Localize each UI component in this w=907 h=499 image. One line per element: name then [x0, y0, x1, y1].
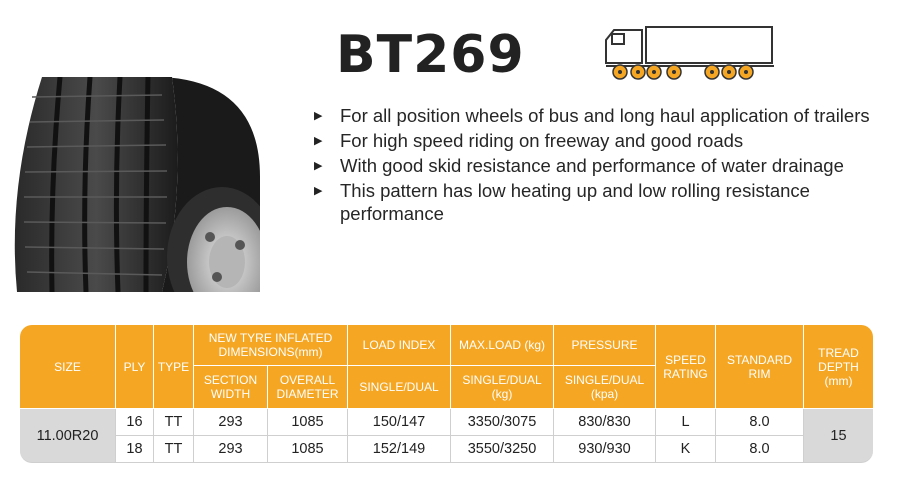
header-dimensions: NEW TYRE INFLATED DIMENSIONS(mm): [194, 325, 348, 366]
bullet-icon: ▶: [314, 110, 323, 122]
feature-list: [310, 104, 895, 227]
header-type: TYPE: [154, 325, 194, 409]
table-row: [20, 409, 873, 436]
header-size: SIZE: [20, 325, 116, 409]
feature-item: ▶ This pattern has low heating up and low rolling resistance performance: [314, 180, 810, 224]
bullet-icon: ▶: [314, 135, 323, 147]
header-max-load: MAX.LOAD (kg): [451, 325, 554, 366]
cell-rim: 8.0: [716, 436, 804, 463]
cell-load-index: 152/149: [348, 436, 451, 463]
cell-pressure: 930/930: [554, 436, 656, 463]
cell-type: TT: [154, 436, 194, 463]
bullet-icon: ▶: [314, 185, 323, 197]
feature-item: ▶ For all position wheels of bus and long haul application of trailers: [314, 105, 870, 126]
header-tread-depth: TREAD DEPTH (mm): [804, 325, 873, 409]
truck-icon: [604, 22, 779, 84]
cell-speed-rating: K: [656, 436, 716, 463]
cell-pressure: 830/830: [554, 409, 656, 436]
header-load-index-sub: SINGLE/DUAL: [348, 366, 451, 409]
cell-ply: 16: [116, 409, 154, 436]
header-ply: PLY: [116, 325, 154, 409]
spec-table: [20, 325, 873, 463]
model-title: BT269: [336, 25, 525, 85]
cell-section-width: 293: [194, 436, 268, 463]
header-load-index: LOAD INDEX: [348, 325, 451, 366]
cell-tread-depth: 15: [804, 409, 873, 463]
cell-section-width: 293: [194, 409, 268, 436]
header-pressure: PRESSURE: [554, 325, 656, 366]
feature-item: ▶ For high speed riding on freeway and good roads: [314, 130, 744, 151]
cell-rim: 8.0: [716, 409, 804, 436]
cell-max-load: 3550/3250: [451, 436, 554, 463]
header-speed-rating: SPEED RATING: [656, 325, 716, 409]
header-overall-diameter: OVERALL DIAMETER: [268, 366, 348, 409]
cell-ply: 18: [116, 436, 154, 463]
header-standard-rim: STANDARD RIM: [716, 325, 804, 409]
header-section-width: SECTION WIDTH: [194, 366, 268, 409]
header-max-load-sub: SINGLE/DUAL (kg): [451, 366, 554, 409]
tire-image: [12, 77, 260, 292]
cell-speed-rating: L: [656, 409, 716, 436]
table-row: [20, 436, 873, 463]
cell-load-index: 150/147: [348, 409, 451, 436]
table-header-row: [20, 325, 873, 366]
header-pressure-sub: SINGLE/DUAL (kpa): [554, 366, 656, 409]
cell-overall-diameter: 1085: [268, 409, 348, 436]
bullet-icon: ▶: [314, 160, 323, 172]
cell-overall-diameter: 1085: [268, 436, 348, 463]
feature-item: ▶ With good skid resistance and performance of water drainage: [314, 155, 844, 176]
cell-type: TT: [154, 409, 194, 436]
cell-size: 11.00R20: [20, 409, 116, 463]
cell-max-load: 3350/3075: [451, 409, 554, 436]
